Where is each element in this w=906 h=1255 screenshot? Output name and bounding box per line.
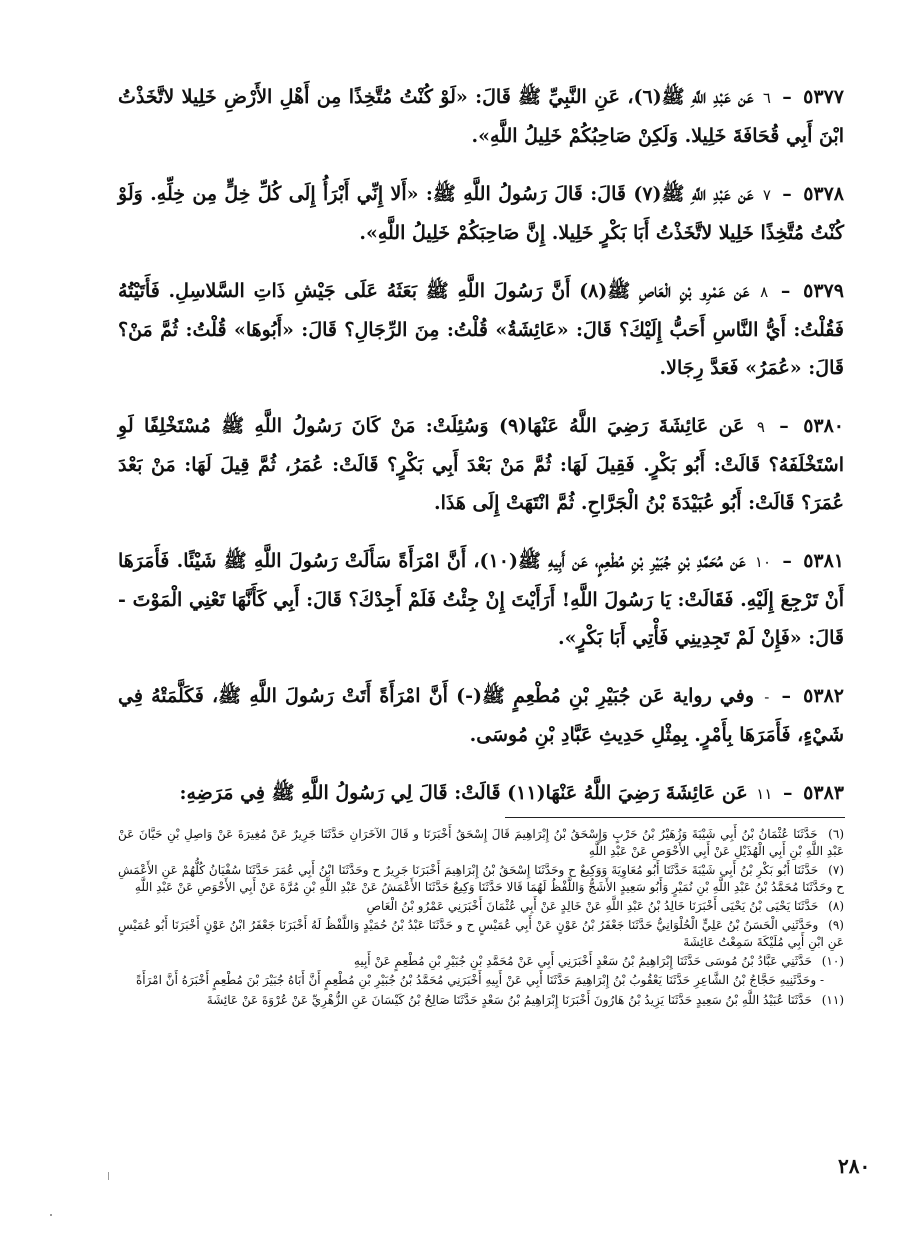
footnote-text: - وحَدَّثَنِيهِ حَجَّاجُ بْنُ الشَّاعِرِ حَدَّثَنَا يَعْقُوبُ بْنُ إِبْرَاهِيمَ حَدَّثَنَا أَبِي عَنْ أَبِيهِ أَخْبَرَنِي مُحَمَّدُ بْنُ جُبَيْرِ بْنِ مُطْعِمٍ أَنَّ أَبَاهُ جُبَيْرَ بْنَ مُطْعِمٍ أَخْبَرَهُ أَنَّ امْرَأَةً	[135, 973, 824, 987]
footnote-number: (٩)	[828, 918, 844, 932]
hadith-text: عَن عَبْدِ اللَّهِ ﷺ(٧) قَالَ: قَالَ رَسُولُ اللَّهِ ﷺ: «أَلا إِنِّي أَبْرَأُ إِلَى كُلِّ خِلٍّ مِن خِلِّهِ. وَلَوْ كُنْتُ مُتَّخِذًا خَلِيلا لاتَّخَذْتُ أَبَا بَكْرٍ خَلِيلا. إِنَّ صَاحِبَكُمْ خَلِيلُ اللَّهِ».	[118, 183, 844, 244]
hadith-text: عَن عَبْدِ اللَّهِ ﷺ(٦)، عَنِ النَّبِيِّ ﷺ قَالَ: «لَوْ كُنْتُ مُتَّخِذًا مِن أَهْلِ الأَرْضِ خَلِيلا لاتَّخَذْتُ ابْنَ أَبِي قُحَافَةَ خَلِيلا. وَلَكِنْ صَاحِبُكُمْ خَلِيلُ اللَّهِ».	[118, 86, 844, 147]
scan-mark	[108, 1172, 109, 1180]
footnote-number: (٨)	[828, 899, 844, 913]
hadith-5383: ٥٣٨٣ – ١١ عَن عَائِشَةَ رَضِيَ اللَّهُ عَنْهَا(١١) قَالَتْ: قَالَ لِي رَسُولُ اللَّهِ ﷺ فِي مَرَضِهِ:	[179, 782, 844, 804]
marginal-number: ٧	[762, 186, 771, 204]
footnote-text: حَدَّثَنَا عُثْمَانُ بْنُ أَبِي شَيْبَةَ وَزُهَيْرُ بْنُ حَرْبٍ وَإِسْحَقُ بْنُ إِبْرَاهِيمَ قَالَ إِسْحَقُ أَخْبَرَنَا و قَالَ الآخَرَانِ حَدَّثَنَا جَرِيرٌ عَنْ مُغِيرَةَ عَنْ وَاصِلِ بْنِ حَيَّانَ عَنْ عَبْدِ اللَّهِ بْنِ أَبِي الْهُذَيْلِ عَنْ أَبِي الأَحْوَصِ عَنْ عَبْدِ اللَّهِ	[118, 827, 844, 858]
hadith-text: عَن عَمْرِو بْنِ الْعَاصِ ﷺ(٨) أَنَّ رَسُولَ اللَّهِ ﷺ بَعَثَهُ عَلَى جَيْشِ ذَاتِ السَّلاسِلِ. فَأَتَيْتُهُ فَقُلْتُ: أَيُّ النَّاسِ أَحَبُّ إِلَيْكَ؟ قَالَ: «عَائِشَةُ» قُلْتُ: مِنَ الرِّجَالِ؟ قَالَ: «أَبُوهَا» قُلْتُ: ثُمَّ مَنْ؟ قَالَ: «عُمَرُ» فَعَدَّ رِجَالا.	[118, 280, 844, 379]
hadith-5377: ٥٣٧٧ – ٦ عَن عَبْدِ اللَّهِ ﷺ(٦)، عَنِ النَّبِيِّ ﷺ قَالَ: «لَوْ كُنْتُ مُتَّخِذًا مِن أَهْلِ الأَرْضِ خَلِيلا لاتَّخَذْتُ ابْنَ أَبِي قُحَافَةَ خَلِيلا. وَلَكِنْ صَاحِبُكُمْ خَلِيلُ اللَّهِ».	[118, 86, 844, 147]
marginal-number: -	[764, 688, 770, 706]
footnote-number: (١١)	[821, 993, 844, 1007]
marginal-number: ٩	[756, 418, 765, 436]
footnote-8	[118, 898, 844, 915]
footnote-text: حَدَّثَنَا عُبَيْدُ اللَّهِ بْنُ سَعِيدٍ حَدَّثَنَا يَزِيدُ بْنُ هَارُونَ أَخْبَرَنَا إِبْرَاهِيمُ بْنُ سَعْدٍ حَدَّثَنَا صَالِحُ بْنُ كَيْسَانَ عَنِ الزُّهْرِيِّ عَنْ عُرْوَةَ عَنْ عَائِشَةَ	[206, 993, 812, 1007]
hadith-5382: ٥٣٨٢ – - وفي رواية عَن جُبَيْرِ بْنِ مُطْعِمٍ ﷺ(-) أَنَّ امْرَأَةً أَتَتْ رَسُولَ اللَّهِ ﷺ، فَكَلَّمَتْهُ فِي شَيْءٍ، فَأَمَرَهَا بِأَمْرٍ. بِمِثْلِ حَدِيثِ عَبَّادِ بْنِ مُوسَى.	[118, 685, 844, 746]
hadith-number: ٥٣٨٢	[803, 685, 844, 707]
marginal-number: ١٠	[754, 553, 772, 571]
marginal-number: ٨	[760, 283, 769, 301]
footnote-11	[118, 992, 844, 1009]
footnote-10-continuation	[118, 972, 844, 989]
hadith-5381: ٥٣٨١ – ١٠ عَن مُحَمَّدِ بْنِ جُبَيْرِ بْنِ مُطْعِمٍ، عَن أَبِيهِ ﷺ(١٠)، أَنَّ امْرَأَةً سَأَلَتْ رَسُولَ اللَّهِ ﷺ شَيْئًا. فَأَمَرَهَا أَنْ تَرْجِعَ إِلَيْهِ. فَقَالَتْ: يَا رَسُولَ اللَّهِ! أَرَأَيْتَ إِنْ جِئْتُ فَلَمْ أَجِدْكَ؟ قَالَ: أَبِي كَأَنَّهَا تَعْنِي الْمَوْتَ - قَالَ: «فَإِنْ لَمْ تَجِدِينِي فَأْتِي أَبَا بَكْرٍ».	[118, 550, 845, 649]
footnote-text: وحَدَّثَنِي الْحَسَنُ بْنُ عَلِيٍّ الْحُلْوَانِيُّ حَدَّثَنَا جَعْفَرُ بْنُ عَوْنٍ عَنْ أَبِي عُمَيْسٍ ح و حَدَّثَنَا عَبْدُ بْنُ حُمَيْدٍ وَاللَّفْظُ لَهُ أَخْبَرَنَا جَعْفَرُ ابْنُ عَوْنٍ أَخْبَرَنَا أَبُو عُمَيْسٍ عَنِ ابْنِ أَبِي مُلَيْكَةَ سَمِعْتُ عَائِشَةَ	[118, 918, 844, 949]
footnote-number: (١٠)	[821, 954, 844, 968]
hadith-number: ٥٣٨٠	[803, 415, 845, 437]
footnote-number: (٦)	[828, 827, 844, 841]
scan-dot	[50, 1214, 52, 1216]
footnote-separator	[505, 817, 845, 818]
hadith-number: ٥٣٧٩	[803, 280, 844, 302]
hadith-text: عَن مُحَمَّدِ بْنِ جُبَيْرِ بْنِ مُطْعِمٍ، عَن أَبِيهِ ﷺ(١٠)، أَنَّ امْرَأَةً سَأَلَتْ رَسُولَ اللَّهِ ﷺ شَيْئًا. فَأَمَرَهَا أَنْ تَرْجِعَ إِلَيْهِ. فَقَالَتْ: يَا رَسُولَ اللَّهِ! أَرَأَيْتَ إِنْ جِئْتُ فَلَمْ أَجِدْكَ؟ قَالَ: أَبِي كَأَنَّهَا تَعْنِي الْمَوْتَ - قَالَ: «فَإِنْ لَمْ تَجِدِينِي فَأْتِي أَبَا بَكْرٍ».	[118, 550, 844, 649]
footnote-number: (٧)	[828, 863, 844, 877]
hadith-text: عَن عَائِشَةَ رَضِيَ اللَّهُ عَنْهَا(٩) وَسُئِلَتْ: مَنْ كَانَ رَسُولُ اللَّهِ ﷺ مُسْتَخْلِفًا لَوِ اسْتَخْلَفَهُ؟ قَالَتْ: أَبُو بَكْرٍ. فَقِيلَ لَهَا: ثُمَّ مَنْ بَعْدَ أَبِي بَكْرٍ؟ قَالَتْ: عُمَرُ، ثُمَّ قِيلَ لَهَا: مَنْ بَعْدَ عُمَرَ؟ قَالَتْ: أَبُو عُبَيْدَةَ بْنُ الْجَرَّاحِ. ثُمَّ انْتَهَتْ إِلَى هَذَا.	[118, 415, 844, 514]
footnote-10	[118, 953, 844, 970]
footnote-9	[118, 917, 844, 951]
page-number: ٢٨٠	[838, 1154, 871, 1178]
hadith-number: ٥٣٧٨	[803, 183, 845, 205]
footnote-text: حَدَّثَنَا يَحْيَى بْنُ يَحْيَى أَخْبَرَنَا خَالِدُ بْنُ عَبْدِ اللَّهِ عَنْ خَالِدٍ عَنْ أَبِي عُثْمَانَ أَخْبَرَنِي عَمْرُو بْنُ الْعَاصِ	[366, 899, 819, 913]
footnotes	[118, 826, 844, 1011]
hadith-text: عَن عَائِشَةَ رَضِيَ اللَّهُ عَنْهَا(١١) قَالَتْ: قَالَ لِي رَسُولُ اللَّهِ ﷺ فِي مَرَضِهِ:	[179, 782, 748, 804]
hadith-5379: ٥٣٧٩ – ٨ عَن عَمْرِو بْنِ الْعَاصِ ﷺ(٨) أَنَّ رَسُولَ اللَّهِ ﷺ بَعَثَهُ عَلَى جَيْشِ ذَاتِ السَّلاسِلِ. فَأَتَيْتُهُ فَقُلْتُ: أَيُّ النَّاسِ أَحَبُّ إِلَيْكَ؟ قَالَ: «عَائِشَةُ» قُلْتُ: مِنَ الرِّجَالِ؟ قَالَ: «أَبُوهَا» قُلْتُ: ثُمَّ مَنْ؟ قَالَ: «عُمَرُ» فَعَدَّ رِجَالا.	[118, 280, 844, 379]
hadith-number: ٥٣٧٧	[803, 86, 844, 108]
hadith-5380: ٥٣٨٠ – ٩ عَن عَائِشَةَ رَضِيَ اللَّهُ عَنْهَا(٩) وَسُئِلَتْ: مَنْ كَانَ رَسُولُ اللَّهِ ﷺ مُسْتَخْلِفًا لَوِ اسْتَخْلَفَهُ؟ قَالَتْ: أَبُو بَكْرٍ. فَقِيلَ لَهَا: ثُمَّ مَنْ بَعْدَ أَبِي بَكْرٍ؟ قَالَتْ: عُمَرُ، ثُمَّ قِيلَ لَهَا: مَنْ بَعْدَ عُمَرَ؟ قَالَتْ: أَبُو عُبَيْدَةَ بْنُ الْجَرَّاحِ. ثُمَّ انْتَهَتْ إِلَى هَذَا.	[118, 415, 845, 514]
footnote-text: حَدَّثَنِي عَبَّادُ بْنُ مُوسَى حَدَّثَنَا إِبْرَاهِيمُ بْنُ سَعْدٍ أَخْبَرَنِي أَبِي عَنْ مُحَمَّدِ بْنِ جُبَيْرِ بْنِ مُطْعِمٍ عَنْ أَبِيهِ	[353, 954, 812, 968]
hadith-5378: ٥٣٧٨ – ٧ عَن عَبْدِ اللَّهِ ﷺ(٧) قَالَ: قَالَ رَسُولُ اللَّهِ ﷺ: «أَلا إِنِّي أَبْرَأُ إِلَى كُلِّ خِلٍّ مِن خِلِّهِ. وَلَوْ كُنْتُ مُتَّخِذًا خَلِيلا لاتَّخَذْتُ أَبَا بَكْرٍ خَلِيلا. إِنَّ صَاحِبَكُمْ خَلِيلُ اللَّهِ».	[118, 183, 845, 244]
footnote-text: حَدَّثَنَا أَبُو بَكْرِ بْنُ أَبِي شَيْبَةَ حَدَّثَنَا أَبُو مُعَاوِيَةَ وَوَكِيعٌ ح وحَدَّثَنَا إِسْحَقُ بْنُ إِبْرَاهِيمَ أَخْبَرَنَا جَرِيرٌ ح وحَدَّثَنَا ابْنُ أَبِي عُمَرَ حَدَّثَنَا سُفْيَانُ كُلُّهُمْ عَنِ الأَعْمَشِ ح وحَدَّثَنَا مُحَمَّدُ بْنُ عَبْدِ اللَّهِ بْنِ نُمَيْرٍ وَأَبُو سَعِيدٍ الأَشَجُّ وَاللَّفْظُ لَهُمَا قَالا حَدَّثَنَا وَكِيعٌ حَدَّثَنَا الأَعْمَشُ عَنْ عَبْدِ اللَّهِ بْنِ مُرَّةَ عَنْ أَبِي الأَحْوَصِ عَنْ عَبْدِ اللَّهِ	[118, 863, 844, 894]
hadith-number: ٥٣٨١	[803, 550, 845, 572]
marginal-number: ٦	[762, 89, 771, 107]
hadith-number: ٥٣٨٣	[803, 782, 844, 804]
hadith-list	[118, 78, 844, 833]
hadith-text: وفي رواية عَن جُبَيْرِ بْنِ مُطْعِمٍ ﷺ(-) أَنَّ امْرَأَةً أَتَتْ رَسُولَ اللَّهِ ﷺ، فَكَلَّمَتْهُ فِي شَيْءٍ، فَأَمَرَهَا بِأَمْرٍ. بِمِثْلِ حَدِيثِ عَبَّادِ بْنِ مُوسَى.	[118, 685, 844, 746]
marginal-number: ١١	[756, 785, 773, 803]
footnote-6	[118, 826, 844, 860]
footnote-7	[118, 862, 844, 896]
